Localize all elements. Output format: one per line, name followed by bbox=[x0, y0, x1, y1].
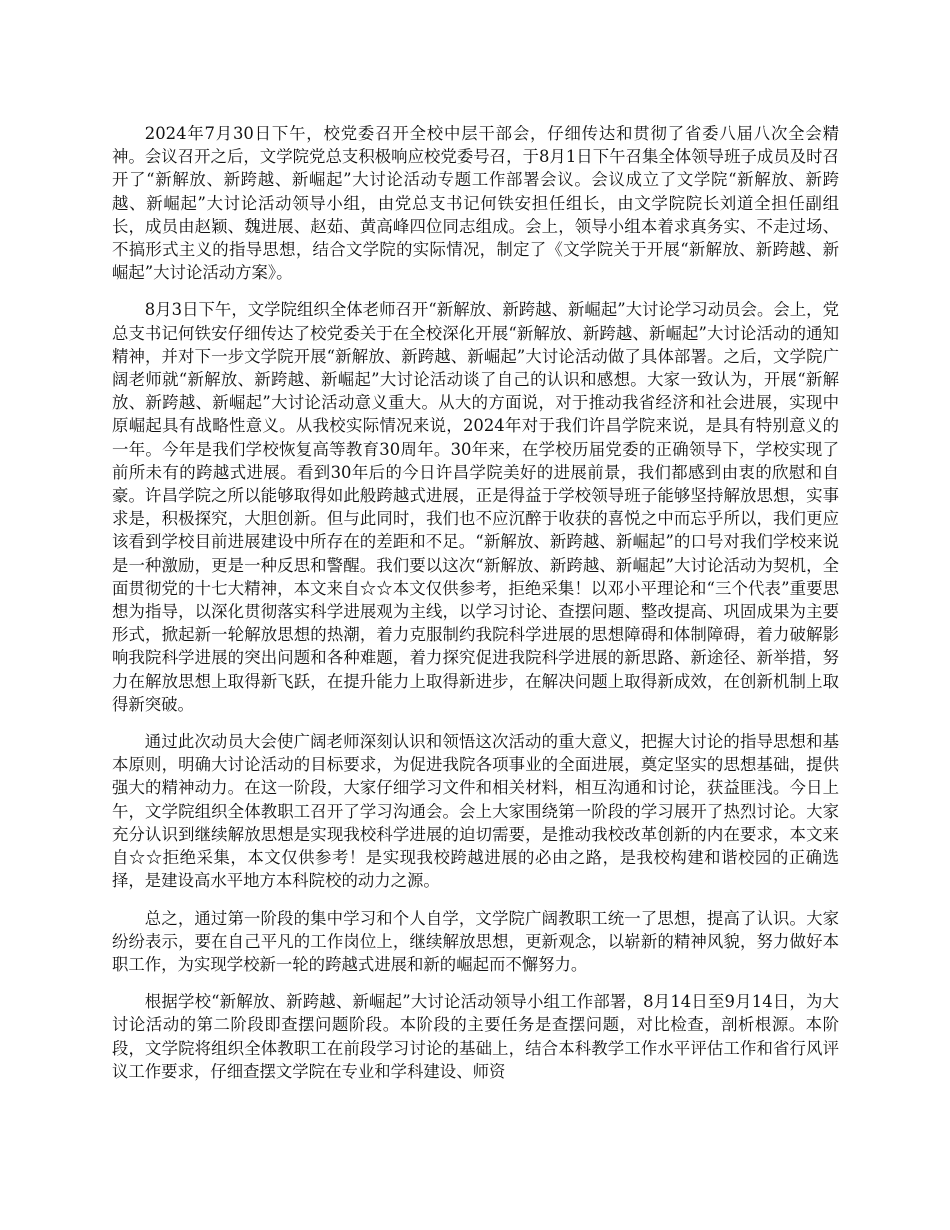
paragraph-conclusion: 总之，通过第一阶段的集中学习和个人自学，文学院广阔教职工统一了思想，提高了认识。大家纷纷表示，要在自己平凡的工作岗位上，继续解放思想，更新观念，以崭新的精神风貌，努力做好本职工作，为实现学校新一轮的跨越式进展和新的崛起而不懈努力。 bbox=[112, 908, 839, 974]
document-body bbox=[112, 122, 839, 1097]
paragraph-second-stage: 根据学校“新解放、新跨越、新崛起”大讨论活动领导小组工作部署，8月14日至9月14日，为大讨论活动的第二阶段即查摆问题阶段。本阶段的主要任务是查摆问题，对比检查，剖析根源。本阶段，文学院将组织全体教职工在前段学习讨论的基础上，结合本科教学工作水平评估工作和省行风评议工作要求，仔细查摆文学院在专业和学科建设、师资 bbox=[112, 992, 839, 1081]
paragraph-mobilization-meeting: 8月3日下午，文学院组织全体老师召开“新解放、新跨越、新崛起”大讨论学习动员会。会上，党总支书记何铁安仔细传达了校党委关于在全校深化开展“新解放、新跨越、新崛起”大讨论活动的通知精神，并对下一步文学院开展“新解放、新跨越、新崛起”大讨论活动做了具体部署。之后，文学院广阔老师就“新解放、新跨越、新崛起”大讨论活动谈了自己的认识和感想。大家一致认为，开展“新解放、新跨越、新崛起”大讨论活动意义重大。从大的方面说，对于推动我省经济和社会进展，实现中原崛起具有战略性意义。从我校实际情况来说，2024年对于我们许昌学院来说，是具有特别意义的一年。今年是我们学校恢复高等教育30周年。30年来，在学校历届党委的正确领导下，学校实现了前所未有的跨越式进展。看到30年后的今日许昌学院美好的进展前景，我们都感到由衷的欣慰和自豪。许昌学院之所以能够取得如此般跨越式进展，正是得益于学校领导班子能够坚持解放思想，实事求是，积极探究，大胆创新。但与此同时，我们也不应沉醉于收获的喜悦之中而忘乎所以，我们更应该看到学校目前进展建设中所存在的差距和不足。“新解放、新跨越、新崛起”的口号对我们学校来说是一种激励，更是一种反思和警醒。我们要以这次“新解放、新跨越、新崛起”大讨论活动为契机，全面贯彻党的十七大精神，本文来自☆☆本文仅供参考，拒绝采集！以邓小平理论和“三个代表”重要思想为指导，以深化贯彻落实科学进展观为主线，以学习讨论、查摆问题、整改提高、巩固成果为主要形式，掀起新一轮解放思想的热潮，着力克服制约我院科学进展的思想障碍和体制障碍，着力破解影响我院科学进展的突出问题和各种难题，着力探究促进我院科学进展的新思路、新途径、新举措，努力在解放思想上取得新飞跃，在提升能力上取得新进步，在解决问题上取得新成效，在创新机制上取得新突破。 bbox=[112, 300, 839, 714]
paragraph-study-exchange: 通过此次动员大会使广阔老师深刻认识和领悟这次活动的重大意义，把握大讨论的指导思想和基本原则，明确大讨论活动的目标要求，为促进我院各项事业的全面进展，奠定坚实的思想基础，提供强大的精神动力。在这一阶段，大家仔细学习文件和相关材料，相互沟通和讨论，获益匪浅。今日上午，文学院组织全体教职工召开了学习沟通会。会上大家围绕第一阶段的学习展开了热烈讨论。大家充分认识到继续解放思想是实现我校科学进展的迫切需要，是推动我校改革创新的内在要求，本文来自☆☆拒绝采集，本文仅供参考！是实现我校跨越进展的必由之路，是我校构建和谐校园的正确选择，是建设高水平地方本科院校的动力之源。 bbox=[112, 732, 839, 891]
paragraph-meeting-summary: 2024年7月30日下午，校党委召开全校中层干部会，仔细传达和贯彻了省委八届八次全会精神。会议召开之后，文学院党总支积极响应校党委号召，于8月1日下午召集全体领导班子成员及时召开了“新解放、新跨越、新崛起”大讨论活动专题工作部署会议。会议成立了文学院“新解放、新跨越、新崛起”大讨论活动领导小组，由党总支书记何铁安担任组长，由文学院院长刘道全担任副组长，成员由赵颖、魏进展、赵茹、黄高峰四位同志组成。会上，领导小组本着求真务实、不走过场、不搞形式主义的指导思想，结合文学院的实际情况，制定了《文学院关于开展“新解放、新跨越、新崛起”大讨论活动方案》。 bbox=[112, 124, 839, 283]
